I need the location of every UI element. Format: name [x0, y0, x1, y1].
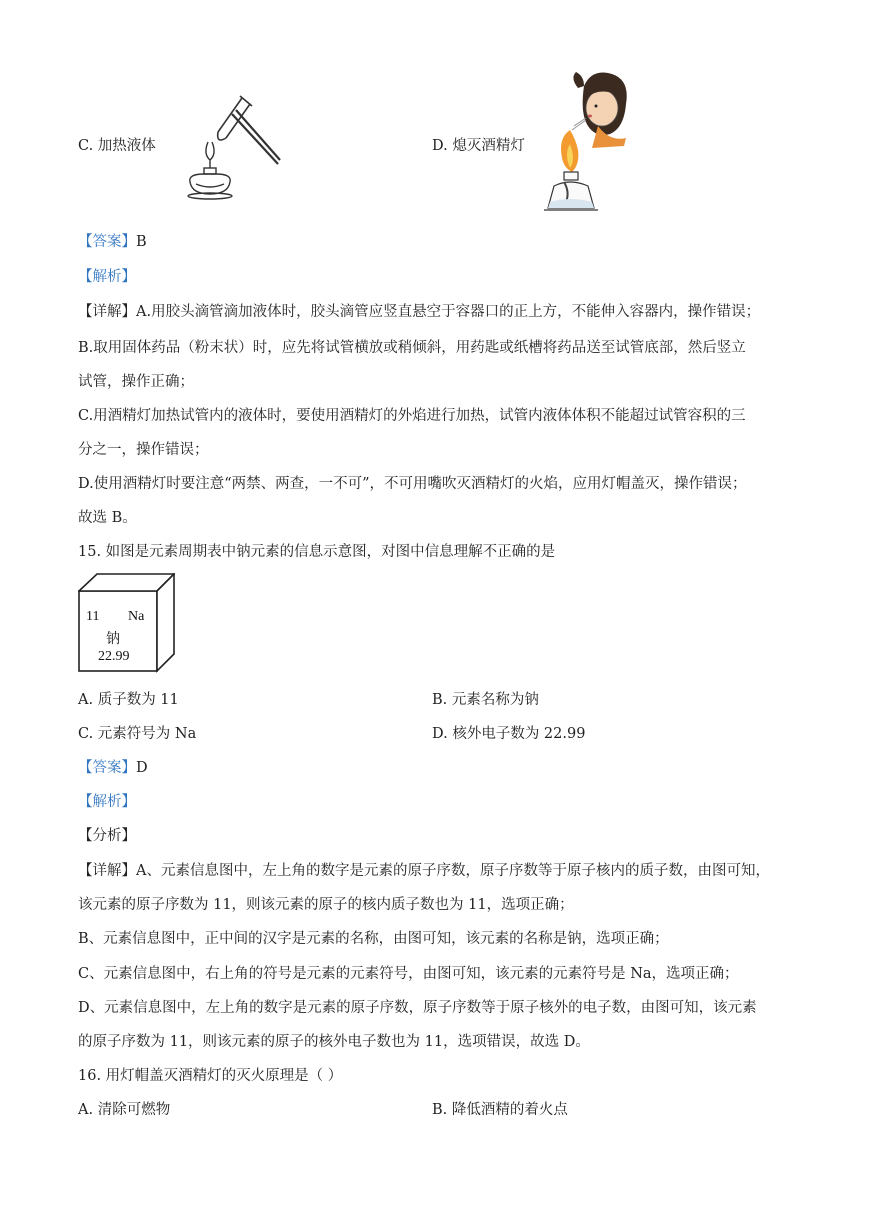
q15-option-c: C. 元素符号为 Na: [78, 726, 197, 742]
q14-detail-c1: C.用酒精灯加热试管内的液体时，要使用酒精灯的外焰进行加热，试管内液体体积不能超过试管容积的三: [78, 408, 746, 424]
detail-text: A、元素信息图中，左上角的数字是元素的原子序数，原子序数等于原子核内的质子数，由图可知，: [136, 863, 770, 879]
q14-answer-line: [78, 232, 147, 252]
q15-fenxi-tag: 【分析】: [78, 828, 136, 844]
detail-text: A.用胶头滴管滴加液体时，胶头滴管应竖直悬空于容器口的正上方，不能伸入容器内，操作错误；: [136, 304, 761, 320]
q14-detail-a: [78, 302, 760, 322]
atomic-mass: 22.99: [98, 649, 130, 664]
q15-detail-d1: D、元素信息图中，左上角的数字是元素的原子序数，原子序数等于原子核外的电子数，由图可知，该元素: [78, 1000, 757, 1016]
q15-answer-line: [78, 758, 148, 778]
q15-detail-b: B、元素信息图中，正中间的汉字是元素的名称，由图可知，该元素的名称是钠，选项正确；: [78, 931, 669, 947]
sodium-element-card: [78, 573, 175, 673]
q15-option-a: A. 质子数为 11: [78, 692, 179, 708]
answer-tag: 【答案】: [78, 760, 136, 776]
element-name: 钠: [106, 631, 120, 647]
q15-option-d: D. 核外电子数为 22.99: [432, 726, 586, 742]
option-c-heat-liquid: C. 加热液体: [78, 138, 156, 154]
q15-option-b: B. 元素名称为钠: [432, 692, 539, 708]
atomic-number: 11: [86, 609, 100, 624]
q15-detail-c: C、元素信息图中，右上角的符号是元素的元素符号，由图可知，该元素的元素符号是 Na，选项正确；: [78, 966, 739, 982]
option-d-extinguish-lamp: D. 熄灭酒精灯: [432, 138, 525, 154]
heating-liquid-figure: [170, 92, 285, 204]
detail-tag: 【详解】: [78, 304, 136, 320]
q14-detail-c2: 分之一，操作错误；: [78, 442, 209, 458]
q16-option-b: B. 降低酒精的着火点: [432, 1102, 568, 1118]
answer-value: D: [136, 760, 148, 776]
q14-detail-b2: 试管，操作正确；: [78, 374, 194, 390]
q16-option-a: A. 清除可燃物: [78, 1102, 171, 1118]
q14-detail-d1: D.使用酒精灯时要注意“两禁、两查，一不可”，不可用嘴吹灭酒精灯的火焰，应用灯帽盖灭，操作错误；: [78, 476, 747, 492]
blowing-out-lamp-figure: [540, 68, 640, 220]
detail-tag: 【详解】: [78, 863, 136, 879]
q15-detail-a2: 该元素的原子序数为 11，则该元素的原子的核内质子数也为 11，选项正确；: [78, 897, 574, 913]
q14-analysis-tag: 【解析】: [78, 269, 136, 285]
q16-question: 16. 用灯帽盖灭酒精灯的灭火原理是（ ）: [78, 1068, 343, 1084]
q14-detail-b1: B.取用固体药品（粉末状）时，应先将试管横放或稍倾斜，用药匙或纸槽将药品送至试管底部，然后竖立: [78, 340, 746, 356]
q14-conclusion: 故选 B。: [78, 510, 137, 526]
q15-detail-a1: [78, 861, 770, 881]
answer-value: B: [136, 234, 147, 250]
answer-tag: 【答案】: [78, 234, 136, 250]
element-symbol: Na: [128, 609, 145, 624]
q15-question: 15. 如图是元素周期表中钠元素的信息示意图，对图中信息理解不正确的是: [78, 544, 556, 560]
q15-detail-d2: 的原子序数为 11，则该元素的原子的核外电子数也为 11，选项错误，故选 D。: [78, 1034, 590, 1050]
q15-analysis-tag: 【解析】: [78, 794, 136, 810]
